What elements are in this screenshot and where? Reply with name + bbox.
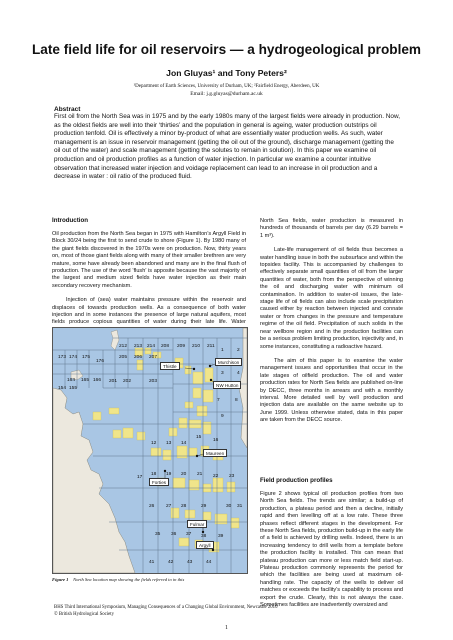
quadrant-label: 23 — [229, 474, 235, 479]
paper-title: Late field life for oil reservoirs — a hydrogeological problem — [31, 42, 422, 57]
paper-authors: Jon Gluyas¹ and Tony Peters² — [166, 68, 287, 78]
quadrant-label: 12 — [151, 441, 157, 446]
quadrant-label: 174 — [69, 355, 78, 360]
quadrant-label: 2 — [237, 348, 240, 353]
intro-paragraph-3: North Sea fields, water production is measured in hundreds of thousands of barrels per day (6.29 barrels = 1 m³). — [260, 218, 403, 239]
quadrant-label: 9 — [221, 414, 224, 419]
quadrant-label: 202 — [123, 379, 132, 384]
quadrant-label: 17 — [137, 475, 143, 480]
quadrant-label: 206 — [134, 355, 143, 360]
quadrant-label: 209 — [177, 344, 186, 349]
field-label-maureen: Maureen — [203, 449, 227, 457]
footer-copyright: © British Hydrological Society — [54, 611, 115, 617]
quadrant-label: 1 — [221, 348, 224, 353]
quadrant-label: 211 — [207, 344, 215, 349]
quadrant-label: 16 — [213, 438, 219, 443]
quadrant-label: 43 — [187, 560, 193, 565]
quadrant-label: 21 — [197, 472, 203, 477]
field-label-nw-hutton: NW Hutton — [213, 381, 241, 389]
quadrant-label: 175 — [82, 355, 91, 360]
quadrant-label: 201 — [109, 379, 118, 384]
field-label-forties: Forties — [149, 478, 169, 486]
quadrant-label: 14 — [181, 441, 187, 446]
quadrant-label: 36 — [171, 532, 177, 537]
quadrant-label: 213 — [134, 344, 143, 349]
quadrant-label: 205 — [119, 355, 128, 360]
quadrant-label: 19 — [166, 472, 172, 477]
quadrant-label: 29 — [201, 504, 207, 509]
profiles-heading: Field production profiles — [260, 477, 333, 484]
quadrant-label: 164 — [67, 378, 76, 383]
intro-paragraph-5: The aim of this paper is to examine the water management issues and opportunities that occur in the late stages of oilfield production. The oil and water production rates for North Sea fields are published on-line by DECC, three months in arrears and with a monthly interval. More detailed well by well production and injection data are available on the same website up to June 1999. Unless otherwise stated, data in this paper are taken from the DECC source. — [260, 357, 403, 424]
quadrant-label: 37 — [186, 532, 192, 537]
quadrant-label: 30 — [226, 504, 232, 509]
quadrant-label: 212 — [119, 344, 128, 349]
page-number: 1 — [225, 625, 228, 631]
figure-1-caption — [52, 577, 252, 582]
quadrant-label: 173 — [58, 355, 67, 360]
field-label-argyll: Argyll — [196, 541, 214, 549]
quadrant-label: 154 — [58, 386, 67, 391]
quadrant-label: 207 — [149, 355, 158, 360]
page-footer — [54, 605, 277, 618]
author-affiliations: ¹Department of Earth Sciences, University of Durham, UK; ²Fairfield Energy, Aberdeen, UK — [133, 84, 320, 89]
quadrant-label: 210 — [192, 344, 201, 349]
right-column-top — [260, 218, 403, 432]
introduction-heading: Introduction — [52, 217, 89, 224]
quadrant-label: 155 — [69, 386, 78, 391]
quadrant-label: 35 — [155, 532, 161, 537]
field-label-murchison: Murchison — [215, 358, 242, 366]
figure-1-caption-label: Figure 1 — [52, 577, 69, 582]
intro-paragraph-2: Injection of (sea) water maintains pressure within the reservoir and displaces oil towards production wells. As a consequence of both water injection and in some instances the presence of large natural aquifers, most fields produce copious quantities of water during their late life. Water — [52, 297, 246, 326]
quadrant-label: 208 — [161, 344, 170, 349]
right-column-bottom — [260, 491, 403, 617]
quadrant-label: 39 — [218, 534, 224, 539]
quadrant-label: 7 — [217, 398, 220, 403]
quadrant-label: 31 — [237, 504, 243, 509]
shetland-islands — [111, 330, 119, 350]
quadrant-label: 26 — [149, 504, 155, 509]
intro-paragraph-1: Oil production from the North Sea began in 1975 with Hamilton’s Argyll Field in Block 30/24 being the first to send crude to shore (Figure 1). By 1980 many of the giant fields discovered in the 1970s were on production. Now, thirty years on, most of those giant fields along with many of their smaller brethren are very mature, some have already been abandoned and many are in the final flush of production. The use of the word ‘flush’ is apposite because the vast majority of the largest and medium sized fields have water injection as their main secondary recovery mechanism. — [52, 231, 246, 289]
quadrant-label: 3 — [221, 371, 224, 376]
quadrant-label: 38 — [201, 534, 207, 539]
figure-1-map — [52, 327, 248, 574]
quadrant-label: 15 — [196, 435, 202, 440]
field-label-thistle: Thistle — [160, 362, 180, 370]
quadrant-label: 18 — [151, 472, 157, 477]
intro-paragraph-4: Late-life management of oil fields thus becomes a water handling issue in both the subsurface and within the topsides facility. This is accompanied by challenges to effectively separate small quantities of oil from the larger quantities of water, both from the perspective of winning the oil and discharging water with minimum oil contamination. In addition to water-oil issues, the late-stage life of oil fields can also include scale precipitation caused either by reaction between injected and connate water or from changes in the pressure and temperature regime of the oil field. Precipitation of such solids in the near wellbore region and in the production facilities can be a serious problem limiting production, injectivity and, in some instances, constituting a radioactive hazard. — [260, 247, 403, 350]
abstract-text: First oil from the North Sea was in 1975 and by the early 1980s many of the largest fields were already in production. Now, as the oldest fields are well into their ‘thirties’ and the population in general is ageing, water production outstrips oil production tenfold. Oil is effectively a minor by-product of what are essentially water production wells. As such, water management is an issue in reservoir management (getting the oil out of the ground), discharge management (getting the oil out of the water) and scale management (getting the solutes to remain in solution). In this paper we examine oil production and oil production profiles as a function of water injection. In particular we examine a counter intuitive observation that increased water injection and voidage replacement can lead to an increase in oil production and a decrease in water : oil ratio of the produced fluid. — [54, 113, 400, 181]
quadrant-label: 22 — [213, 474, 219, 479]
quadrant-label: 4 — [237, 371, 240, 376]
figure-1-caption-text: North Sea location map showing the fields referred to in this — [73, 577, 185, 582]
quadrant-label: 166 — [93, 378, 102, 383]
quadrant-label: 28 — [181, 504, 187, 509]
quadrant-label: 13 — [166, 441, 172, 446]
abstract-heading: Abstract — [54, 106, 81, 113]
footer-symposium: BHS Third International Symposium, Managing Consequences of a Changing Global Environment, Newcastle 2010 — [54, 605, 278, 610]
quadrant-label: 41 — [149, 560, 155, 565]
quadrant-label: 27 — [166, 504, 172, 509]
quadrant-label: 42 — [168, 560, 174, 565]
author-email[interactable]: Email: j.g.gluyas@durham.ac.uk — [190, 91, 263, 97]
field-label-fulmar: Fulmar — [187, 520, 207, 528]
quadrant-label: 203 — [149, 379, 158, 384]
quadrant-label: 44 — [206, 560, 212, 565]
profiles-paragraph-1: Figure 2 shows typical oil production profiles from two North Sea fields. The trends are similar; a build-up of production, a plateau period and then a decline, initially rapid and then levelling off at a low rate. These three phases reflect different stages in the development. For these North Sea fields, production build-up in the early life of a field is achieved by drilling wells. Indeed, there is an increasing tendency to drill wells from a template before the production facility is installed. This can mean that plateau production can more or less match field start-up. Plateau production commonly represents the period for which the facilities are being used at maximum oil-handling rate. The capacity of the wells to deliver oil matches or exceeds the facility’s capability to process and export the crude. Clearly, this is not always the case. Sometimes facilities are inadvertently oversized and — [260, 491, 403, 609]
quadrant-label: 214 — [147, 344, 156, 349]
quadrant-label: 165 — [81, 378, 90, 383]
quadrant-label: 176 — [96, 359, 105, 364]
quadrant-label: 20 — [181, 472, 187, 477]
quadrant-label: 8 — [235, 398, 238, 403]
